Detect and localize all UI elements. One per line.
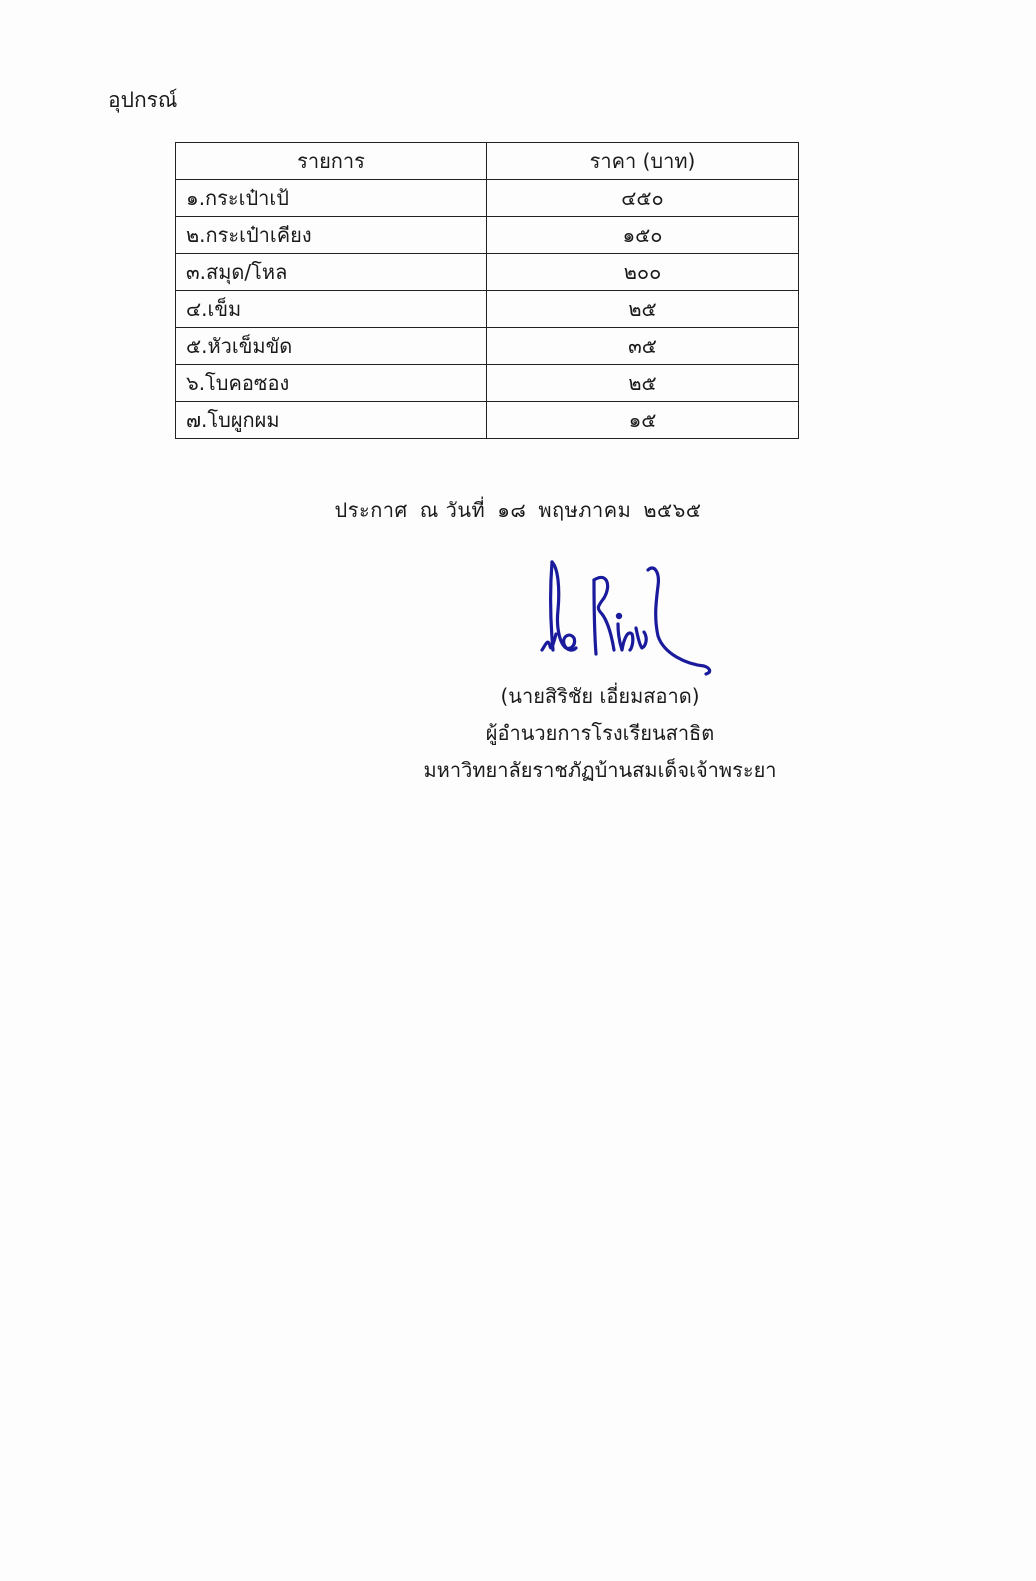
announce-year: ๒๕๖๕	[643, 498, 702, 522]
item-name: ๗.โบผูกผม	[176, 402, 487, 439]
item-price: ๓๕	[487, 328, 799, 365]
table-row	[176, 180, 799, 217]
item-price: ๒๕	[487, 291, 799, 328]
table-row	[176, 402, 799, 439]
signature-block	[400, 678, 800, 789]
item-price: ๒๐๐	[487, 254, 799, 291]
handwritten-signature	[536, 558, 716, 682]
announce-month: พฤษภาคม	[538, 498, 632, 522]
section-heading: อุปกรณ์	[108, 88, 178, 112]
signatory-position: ผู้อำนวยการโรงเรียนสาธิต	[485, 721, 715, 745]
item-name: ๔.เข็ม	[176, 291, 487, 328]
table-header-row	[176, 143, 799, 180]
header-price: ราคา (บาท)	[487, 143, 799, 180]
table-row	[176, 365, 799, 402]
item-name: ๒.กระเป๋าเคียง	[176, 217, 487, 254]
signatory-name: (นายสิริชัย เอี่ยมสอาด)	[500, 684, 700, 708]
item-price: ๑๕	[487, 402, 799, 439]
item-name: ๑.กระเป๋าเป้	[176, 180, 487, 217]
announce-day: ๑๘	[497, 498, 527, 522]
signatory-institution: มหาวิทยาลัยราชภัฏบ้านสมเด็จเจ้าพระยา	[423, 758, 777, 782]
item-name: ๕.หัวเข็มขัด	[176, 328, 487, 365]
announce-prefix: ประกาศ	[334, 498, 408, 522]
table-row	[176, 254, 799, 291]
item-price: ๑๕๐	[487, 217, 799, 254]
table-row	[176, 291, 799, 328]
table-row	[176, 328, 799, 365]
item-price: ๔๕๐	[487, 180, 799, 217]
table-row	[176, 217, 799, 254]
item-name: ๖.โบคอซอง	[176, 365, 487, 402]
announce-at: ณ วันที่	[419, 498, 486, 522]
announcement-date-line	[0, 494, 1036, 526]
item-name: ๓.สมุด/โหล	[176, 254, 487, 291]
price-table	[175, 142, 799, 439]
item-price: ๒๕	[487, 365, 799, 402]
header-item: รายการ	[176, 143, 487, 180]
